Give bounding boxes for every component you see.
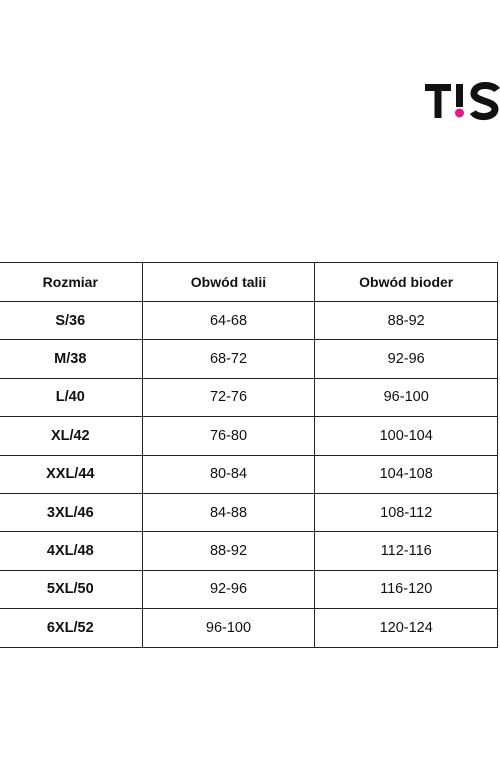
cell-hips: 96-100 [315,378,498,416]
logo-accent-dot [455,109,464,118]
table-row [0,417,498,455]
cell-waist: 96-100 [142,609,315,647]
cell-hips: 100-104 [315,417,498,455]
cell-size: L/40 [0,378,142,416]
cell-hips: 120-124 [315,609,498,647]
cell-waist: 64-68 [142,302,315,340]
cell-size: XL/42 [0,417,142,455]
cell-size: 6XL/52 [0,609,142,647]
cell-hips: 92-96 [315,340,498,378]
table-row [0,609,498,647]
cell-size: XXL/44 [0,455,142,493]
header-size: Rozmiar [0,263,142,302]
table-row [0,493,498,531]
cell-waist: 80-84 [142,455,315,493]
table-row [0,340,498,378]
header-hips: Obwód bioder [315,263,498,302]
table-row [0,302,498,340]
cell-waist: 84-88 [142,493,315,531]
cell-waist: 76-80 [142,417,315,455]
cell-hips: 112-116 [315,532,498,570]
cell-hips: 116-120 [315,570,498,608]
table-header-row [0,263,498,302]
cell-hips: 88-92 [315,302,498,340]
brand-logo [425,82,500,122]
cell-hips: 104-108 [315,455,498,493]
cell-size: 3XL/46 [0,493,142,531]
size-chart-table [0,262,498,648]
cell-waist: 72-76 [142,378,315,416]
cell-hips: 108-112 [315,493,498,531]
cell-size: 5XL/50 [0,570,142,608]
cell-size: 4XL/48 [0,532,142,570]
cell-waist: 92-96 [142,570,315,608]
cell-waist: 68-72 [142,340,315,378]
table-row [0,455,498,493]
table-row [0,378,498,416]
table-row [0,532,498,570]
cell-size: M/38 [0,340,142,378]
cell-size: S/36 [0,302,142,340]
brand-logo-graphic [425,82,500,122]
cell-waist: 88-92 [142,532,315,570]
table-row [0,570,498,608]
header-waist: Obwód talii [142,263,315,302]
